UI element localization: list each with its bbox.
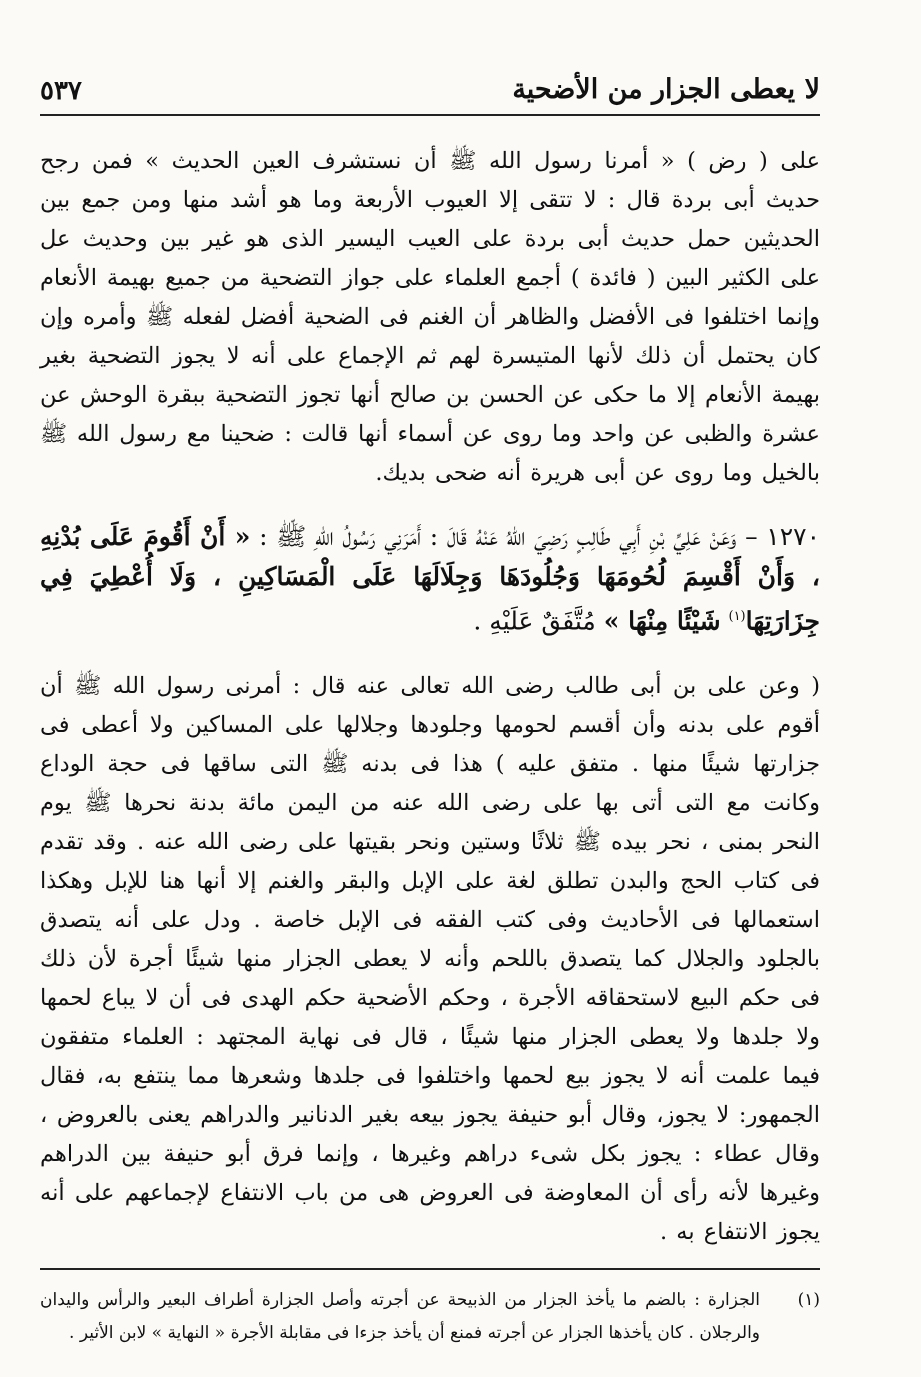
book-page bbox=[40, 70, 820, 1344]
header-rule bbox=[40, 114, 820, 116]
footnote-number: (١) bbox=[797, 1290, 820, 1311]
running-title: لا يعطى الجزار من الأضحية bbox=[512, 74, 820, 105]
footnote-text: الجزارة : بالضم ما يأخذ الجزار من الذبيحة عن أجرته وأصل الجزارة أطراف البعير والرأس واليدان والرجلان . كان يأخذها الجزار عن أجرته فمنع أن يأخذ جزءا فى مقابلة الأجرة « النهاية » لابن الأثير . bbox=[40, 1290, 760, 1344]
hadith-source: مُتَّفَقٌ عَلَيْهِ . bbox=[473, 606, 596, 636]
hadith-text: « أَنْ أَقُومَ عَلَى بُدْنِهِ ، وَأَنْ أَقْسِمَ لُحُومَهَا وَجُلُودَهَا وَجِلَالَهَا عَلَى الْمَسَاكِينِ ، وَلَا أُعْطِيَ فِي جِزَارَتِهَا bbox=[40, 522, 820, 636]
footnote bbox=[40, 1284, 820, 1350]
commentary-paragraph-1: على ( رض ) « أمرنا رسول الله ﷺ أن نستشرف العين الحديث » فمن رجح حديث أبى بردة قال : لا تتقى إلا العيوب الأربعة وما هو أشد منها ومن جمع بين الحديثين حمل حديث أبى بردة على العيب اليسير الذى هو غير بين وحديث عل على الكثير البين ( فائدة ) أجمع العلماء على جواز التضحية من جميع بهيمة الأنعام وإنما اختلفوا فى الأفضل والظاهر أن الغنم فى الضحية أفضل لفعله ﷺ وأمره وإن كان يحتمل أن ذلك لأنها المتيسرة لهم ثم الإجماع على أنه لا يجوز التضحية بغير بهيمة الأنعام إلا ما حكى عن الحسن بن صالح أنها تجوز التضحية ببقرة الوحش عن عشرة والظبى عن واحد وما روى عن أسماء أنها قالت : ضحينا مع رسول الله ﷺ بالخيل وما روى عن أبى هريرة أنه ضحى بديك. bbox=[40, 148, 820, 486]
footnote-marker: (١) bbox=[728, 609, 746, 624]
page-number: ٥٣٧ bbox=[40, 76, 82, 106]
commentary-paragraph-2: ( وعن على بن أبى طالب رضى الله تعالى عنه قال : أمرنى رسول الله ﷺ أن أقوم على بدنه وأن أقسم لحومها وجلودها وجلالها على المساكين ولا أعطى فى جزارتها شيئًا منها . متفق عليه ) هذا فى بدنه ﷺ التى ساقها فى حجة الوداع وكانت مع التى أتى بها على رضى الله عنه من اليمن مائة بدنة نحرها ﷺ يوم النحر بمنى ، نحر بيده ﷺ ثلاثًا وستين ونحر بقيتها على رضى الله عنه . وقد تقدم فى كتاب الحج والبدن تطلق لغة على الإبل والبقر والغنم إلا أنها هنا للإبل وهكذا استعمالها فى الأحاديث وفى كتب الفقه فى الإبل خاصة . ودل على أنه يتصدق بالجلود والجلال كما يتصدق باللحم وأنه لا يعطى الجزار منها شيئًا أجرة لأن ذلك فى حكم البيع لاستحقاقه الأجرة ، وحكم الأضحية حكم الهدى فى أن لا يباع لحمها ولا جلدها ولا يعطى الجزار منها شيئًا ، قال فى نهاية المجتهد : العلماء متفقون فيما علمت أنه لا يجوز بيع لحمها واختلفوا فى جلدها وشعرها مما ينتفع به، فقال الجمهور: لا يجوز، وقال أبو حنيفة يجوز بيعه بغير الدنانير والدراهم يعنى بالعروض ، وقال عطاء : يجوز بكل شىء دراهم وغيرها ، وإنما فرق أبو حنيفة بين الدراهم وغيرها لأنه رأى أن المعاوضة فى العروض هى من باب الانتفاع لإجماعهم على أنه يجوز الانتفاع به . bbox=[40, 673, 820, 1246]
hadith-intro: ١٢٧٠ – وَعَنْ عَلِيِّ بْنِ أَبِي طَالِبٍ رَضِيَ اللهُ عَنْهُ قَالَ : أَمَرَنِي رَسُولُ اللهِ ﷺ : bbox=[259, 522, 820, 551]
hadith-text-end: شَيْئًا مِنْهَا » bbox=[603, 606, 721, 636]
hadith-block bbox=[40, 517, 820, 641]
page-header bbox=[40, 70, 820, 114]
footnote-rule bbox=[40, 1268, 820, 1270]
